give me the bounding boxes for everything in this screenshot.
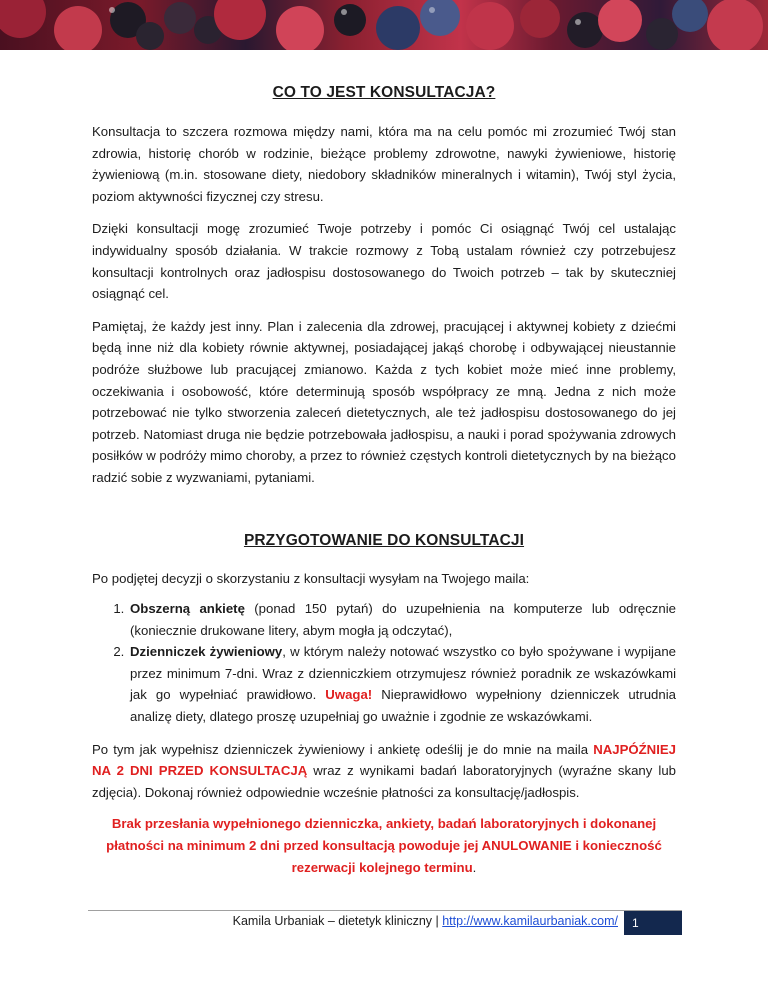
list-item-bold: Obszerną ankietę	[130, 601, 245, 617]
paragraph: Po podjętej decyzji o skorzystaniu z konsultacji wysyłam na Twojego maila:	[92, 570, 530, 586]
section-title-preparation: PRZYGOTOWANIE DO KONSULTACJI	[243, 531, 525, 549]
paragraph: Dzięki konsultacji mogę zrozumieć Twoje potrzeby i pomóc Ci osiągnąć Twój cel ustalając indywidualny sposób działania. W trakcie rozmowy z Tobą ustalam również czy potrzebujesz konsultacji kontrolnych oraz jadłospisu dostosowanego do Twoich potrzeb – tak by skuteczniej osiągnąć cel.	[92, 221, 676, 302]
deadline-highlight: NAJPÓŹNIEJ NA 2 DNI PRZED KONSULTACJĄ	[92, 741, 676, 779]
section-title-consultation: CO TO JEST KONSULTACJA?	[272, 84, 496, 101]
footer-website-link[interactable]: http://www.kamilaurbaniak.com/	[442, 914, 618, 928]
footer-divider	[88, 910, 682, 911]
paragraph-text: Po tym jak wypełnisz dzienniczek żywieniowy i ankietę odeślij je do mnie na maila	[92, 741, 594, 757]
cancellation-warning	[92, 813, 676, 878]
paragraph-text: wraz z wynikami badań laboratoryjnych (wyraźne skany lub zdjęcia). Dokonaj również odpowiednie wcześnie płatności za konsultację/jadłospis.	[92, 763, 676, 800]
document-body	[92, 84, 676, 878]
list-item-text: (ponad 150 pytań) do uzupełnienia na komputerze lub odręcznie (koniecznie drukowane litery, abym mogła ją odczytać),	[130, 601, 677, 638]
materials-list	[92, 598, 676, 728]
warning-text: Brak przesłania wypełnionego dzienniczka, ankiety, badań laboratoryjnych i dokonanej płatności na minimum 2 dni przed konsultacją powoduje jej ANULOWANIE i konieczność rezerwacji kolejnego terminu	[106, 816, 662, 875]
page-footer	[88, 914, 618, 928]
list-item	[128, 641, 676, 727]
warning-end: .	[472, 859, 477, 875]
alert-label: Uwaga!	[325, 687, 373, 703]
page-number-box	[624, 911, 682, 935]
paragraph: Pamiętaj, że każdy jest inny. Plan i zalecenia dla zdrowej, pracującej i aktywnej kobiety z dziećmi będą inne niż dla kobiety równie aktywnej, posiadającej jakąś chorobę i odbywającej nieustannie podróże służbowe lub pracującej zmianowo. Każda z tych kobiet może mieć inne problemy, oczekiwania i osobowość, które determinują sposób współpracy ze mną. Jedna z nich może potrzebować nie tylko stworzenia zaleceń dietetycznych, ale też jadłospisu dostosowanego do jej potrzeb. Natomiast druga nie będzie potrzebowała jadłospisu, a nauki i porad spożywania zdrowych posiłków w podróży mimo choroby, a przez to również częstych kontroli dietetycznych by na bieżąco radzić sobie z wyzwaniami, pytaniami.	[92, 318, 676, 485]
list-item	[128, 598, 676, 641]
berries-header-image	[0, 0, 768, 50]
list-item-bold: Dzienniczek żywieniowy	[130, 644, 283, 660]
list-item-text: Nieprawidłowo wypełniony dzienniczek utrudnia analizę diety, dlatego proszę uzupełniaj go uważnie i zgodnie ze wskazówkami.	[130, 687, 676, 725]
page-number: 1	[632, 916, 639, 930]
footer-author: Kamila Urbaniak – dietetyk kliniczny |	[232, 914, 443, 928]
paragraph: Konsultacja to szczera rozmowa między nami, która ma na celu pomóc mi zrozumieć Twój stan zdrowia, historię chorób w rodzinie, bieżące problemy zdrowotne, nawyki żywieniowe, historię żywieniową (m.in. stosowane diety, niedobory składników mineralnych i witamin), Twój styl życia, poziom aktywności fizycznej czy stresu.	[92, 124, 676, 204]
paragraph	[92, 739, 676, 804]
list-item-text: , w którym należy notować wszystko co było spożywane i wypijane przez minimum 7-dni. Wraz z dzienniczkiem otrzymujesz również poradnik ze wskazówkami jak go wypełniać prawidłowo.	[130, 644, 676, 703]
